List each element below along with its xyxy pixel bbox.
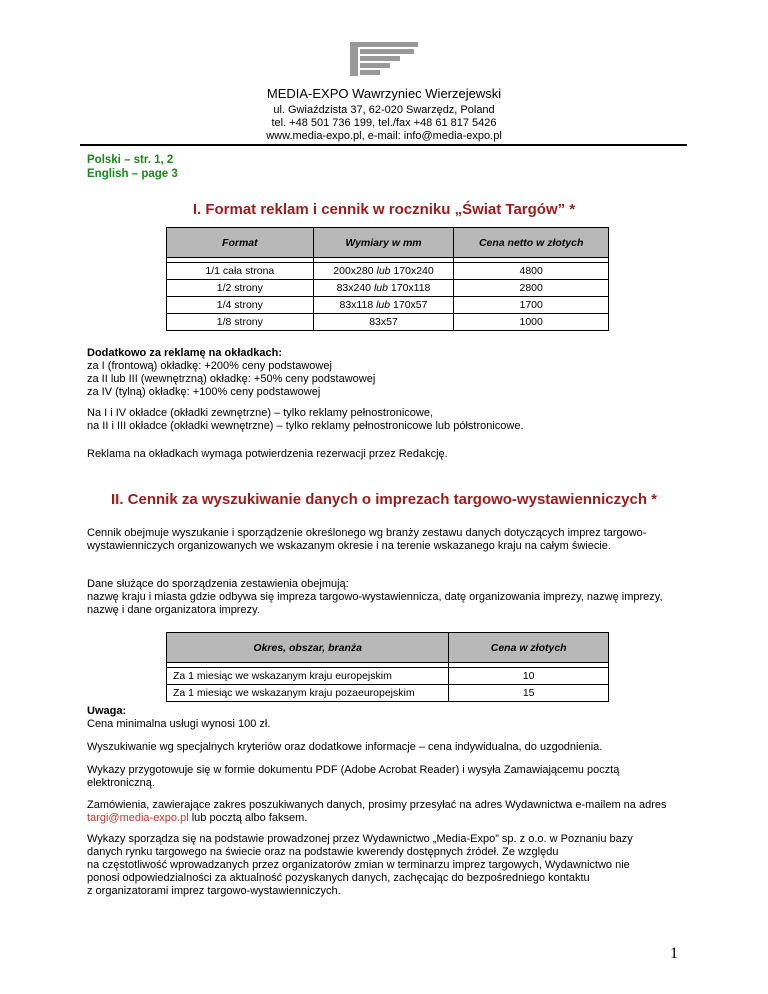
company-phone: tel. +48 501 736 199, tel./fax +48 61 817 5426	[271, 117, 497, 129]
format-cell: 1/1 cała strona	[167, 263, 314, 280]
header-format: Format	[167, 228, 314, 258]
order-text: Zamówienia, zawierające zakres poszukiwanych danych, prosimy przesyłać na adres Wydawnictwa e-mailem na adres targi@media-expo.pl lub pocztą albo faksem.	[87, 799, 667, 824]
format-cell: 1/4 strony	[167, 297, 314, 314]
section-1-title: I. Format reklam i cennik w roczniku „Świat Targów” *	[192, 201, 576, 218]
table-row	[167, 263, 609, 280]
dimensions-cell: 200x280 lub 170x240	[313, 263, 454, 280]
table-row	[167, 685, 609, 702]
ad-format-price-table	[166, 227, 609, 331]
page-number: 1	[670, 945, 678, 962]
special-criteria-text: Wyszukiwanie wg specjalnych kryteriów oraz dodatkowe informacje – cena indywidualna, do uzgodnienia.	[87, 741, 603, 753]
period-cell: Za 1 miesiąc we wskazanym kraju europejskim	[167, 668, 449, 685]
header-price: Cena netto w złotych	[454, 228, 609, 258]
table-header-row	[167, 228, 609, 258]
table-row	[167, 297, 609, 314]
dimensions-cell: 83x57	[313, 314, 454, 331]
header-dimensions: Wymiary w mm	[313, 228, 454, 258]
section-2-intro: Cennik obejmuje wyszukanie i sporządzenie określonego wg branży zestawu danych dotyczących imprez targowo-wystawienniczych organizowanych we wskazanym okresie i na terenie wskazanego kraju na całym świecie.	[87, 527, 647, 552]
cover-rule-line: Na I i IV okładce (okładki zewnętrzne) – tylko reklamy pełnostronicowe,	[87, 407, 434, 419]
header-price: Cena w złotych	[449, 633, 609, 663]
company-address: ul. Gwiaździsta 37, 62-020 Swarzędz, Poland	[273, 104, 495, 116]
price-cell: 2800	[454, 280, 609, 297]
header-period: Okres, obszar, branża	[167, 633, 449, 663]
company-name: MEDIA-EXPO Wawrzyniec Wierzejewski	[266, 86, 502, 101]
price-cell: 1700	[454, 297, 609, 314]
language-links	[87, 153, 178, 181]
format-cell: 1/8 strony	[167, 314, 314, 331]
note-title: Uwaga:	[87, 705, 127, 717]
cover-surcharge-line: za II lub III (wewnętrzną) okładkę: +50% ceny podstawowej	[87, 373, 376, 385]
company-web: www.media-expo.pl, e-mail: info@media-expo.pl	[266, 130, 502, 142]
database-disclaimer	[87, 833, 687, 898]
order-email-link[interactable]: targi@media-expo.pl	[87, 812, 189, 824]
cover-surcharge-line: za I (frontową) okładkę: +200% ceny podstawowej	[87, 360, 332, 372]
cover-confirmation: Reklama na okładkach wymaga potwierdzenia rezerwacji przez Redakcję.	[87, 448, 448, 460]
note-block	[87, 705, 687, 731]
disclaimer-line: z organizatorami imprez targowo-wystawienniczych.	[87, 885, 341, 897]
cover-surcharge-line: za IV (tylną) okładkę: +100% ceny podstawowej	[87, 386, 321, 398]
media-expo-logo-icon	[350, 42, 418, 76]
price-cell: 1000	[454, 314, 609, 331]
table-row	[167, 314, 609, 331]
period-cell: Za 1 miesiąc we wskazanym kraju pozaeuropejskim	[167, 685, 449, 702]
pdf-format-text: Wykazy przygotowuje się w formie dokumentu PDF (Adobe Acrobat Reader) i wysyła Zamawiającemu pocztą elektroniczną.	[87, 764, 620, 789]
disclaimer-line: ponosi odpowiedzialności za aktualność pozyskanych danych, zachęcając do bezpośredniego kontaktu	[87, 872, 590, 884]
dimensions-cell: 83x240 lub 170x118	[313, 280, 454, 297]
search-price-table	[166, 632, 609, 702]
data-scope-title: Dane służące do sporządzenia zestawienia obejmują:	[87, 578, 349, 590]
data-scope-text: nazwę kraju i miasta gdzie odbywa się impreza targowo-wystawiennicza, datę organizowania imprezy, nazwę imprezy, nazwę i dane organizatora imprezy.	[87, 591, 663, 616]
disclaimer-line: na częstotliwość wprowadzanych przez organizatorów zmian w terminarzu imprez targowych, Wydawnictwo nie	[87, 859, 630, 871]
table-row	[167, 280, 609, 297]
format-cell: 1/2 strony	[167, 280, 314, 297]
dimensions-cell: 83x118 lub 170x57	[313, 297, 454, 314]
price-cell: 15	[449, 685, 609, 702]
language-english[interactable]: English – page 3	[87, 168, 178, 180]
disclaimer-line: Wykazy sporządza się na podstawie prowadzonej przez Wydawnictwo „Media-Expo” sp. z o.o. w Poznaniu bazy	[87, 833, 633, 845]
table-row	[167, 668, 609, 685]
table-header-row	[167, 633, 609, 663]
cover-surcharge-block	[87, 347, 687, 399]
cover-surcharge-title: Dodatkowo za reklamę na okładkach:	[87, 347, 283, 359]
cover-rules-block	[87, 407, 687, 433]
price-cell: 10	[449, 668, 609, 685]
data-scope-block	[87, 578, 687, 617]
note-min-price: Cena minimalna usługi wynosi 100 zł.	[87, 718, 271, 730]
language-polish[interactable]: Polski – str. 1, 2	[87, 154, 174, 166]
price-cell: 4800	[454, 263, 609, 280]
header-divider	[80, 144, 687, 146]
section-2-title: II. Cennik za wyszukiwanie danych o imprezach targowo-wystawienniczych *	[111, 491, 657, 508]
disclaimer-line: danych rynku targowego na świecie oraz na podstawie kwerendy dostępnych źródeł. Ze względu	[87, 846, 559, 858]
cover-rule-line: na II i III okładce (okładki wewnętrzne) – tylko reklamy pełnostronicowe lub półstronicowe.	[87, 420, 524, 432]
